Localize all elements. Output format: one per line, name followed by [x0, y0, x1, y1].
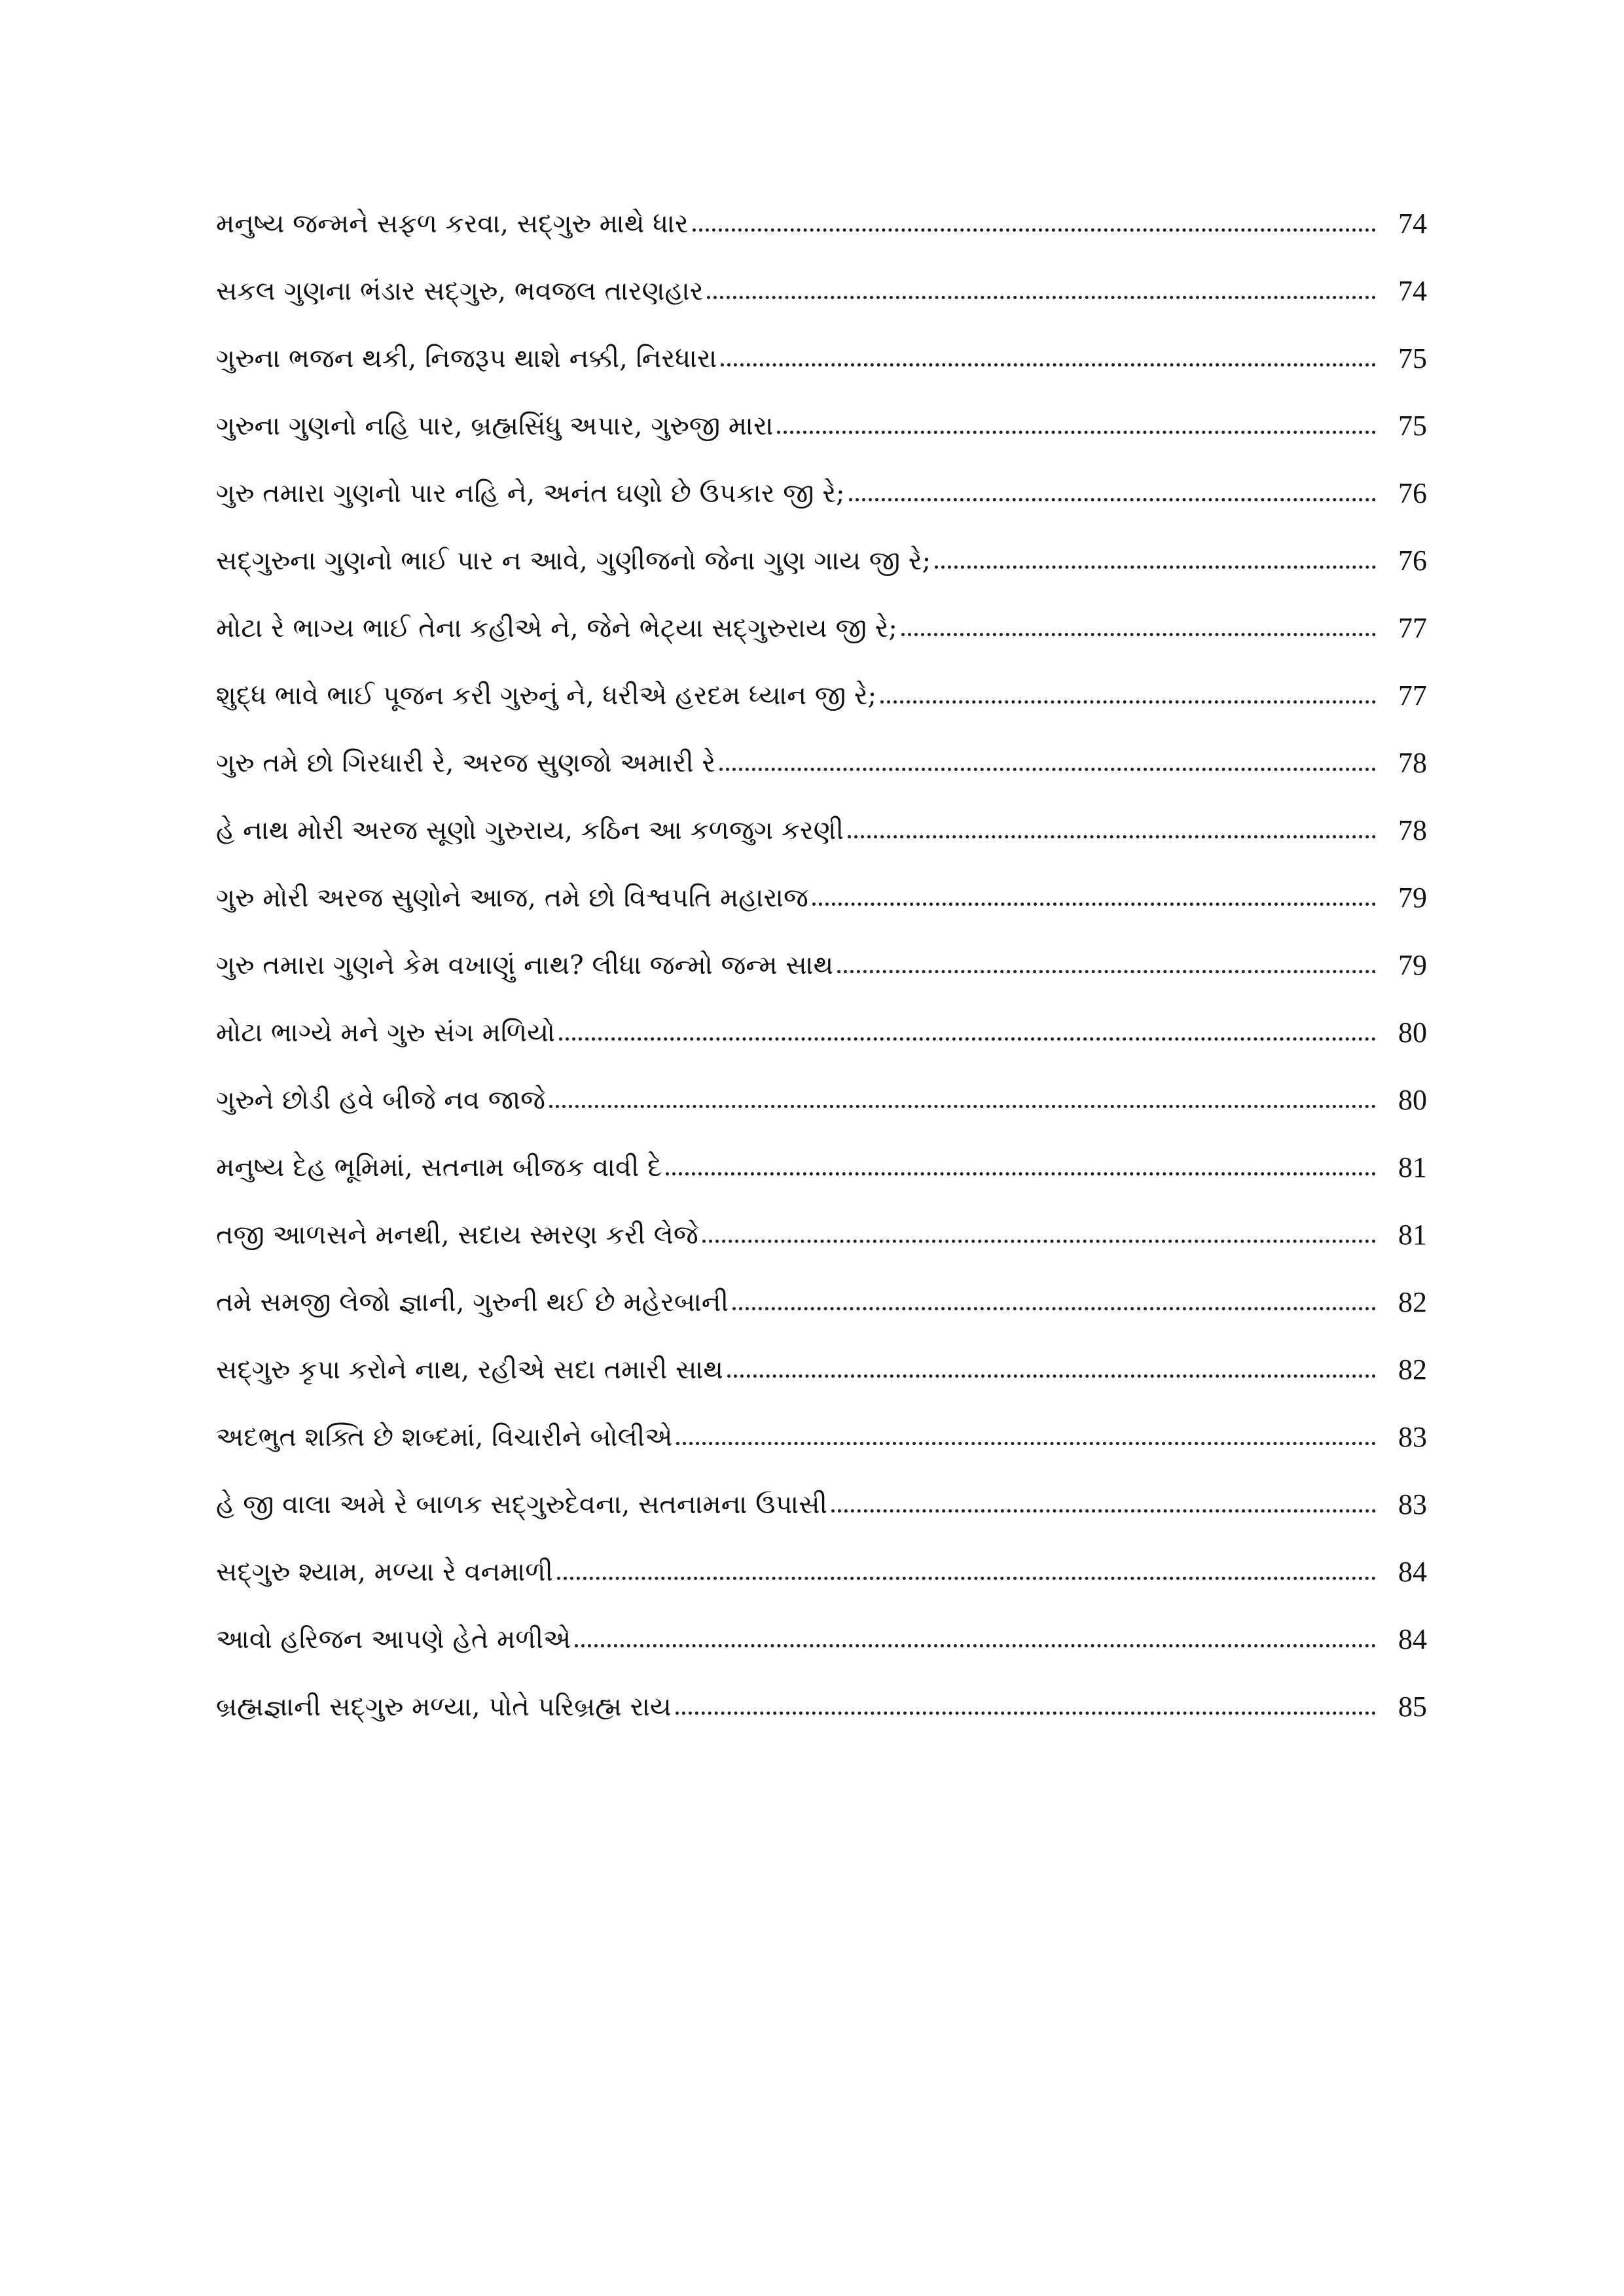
- toc-entry-title: સકલ ગુણના ભંડાર સદ્ગુરુ, ભવજલ તારણહાર: [216, 276, 704, 306]
- toc-entry-title: મોટા ભાગ્યે મને ગુરુ સંગ મળિયો: [216, 1018, 556, 1048]
- toc-entry-page-number: 83: [1398, 1488, 1427, 1520]
- dot-leader: [849, 498, 1377, 501]
- toc-entry[interactable]: [216, 861, 1427, 928]
- toc-entry-title: મનુષ્ય દેહ ભૂમિમાં, સતનામ બીજક વાવી દે: [216, 1153, 662, 1183]
- toc-entry[interactable]: [216, 524, 1427, 591]
- dot-leader: [901, 633, 1376, 636]
- toc-entry[interactable]: [216, 1198, 1427, 1265]
- toc-entry-title: ગુરુના ભજન થકી, નિજરૂપ થાશે નક્કી, નિરધારા: [216, 344, 717, 374]
- dot-leader: [880, 700, 1376, 704]
- toc-entry[interactable]: [216, 321, 1427, 389]
- toc-entry-title: ગુરુના ગુણનો નહિ પાર, બ્રહ્મસિંધુ અપાર, ગુરુજી મારા: [216, 411, 774, 441]
- toc-entry-page-number: 84: [1398, 1623, 1427, 1655]
- dot-leader: [549, 1105, 1376, 1108]
- dot-leader: [812, 903, 1376, 906]
- toc-entry-page-number: 76: [1398, 477, 1427, 509]
- toc-entry-title: અદભુત શક્તિ છે શબ્દમાં, વિચારીને બોલીએ: [216, 1422, 673, 1452]
- toc-entry-title: સદ્ગુરુના ગુણનો ભાઈ પાર ન આવે, ગુણીજનો જેના ગુણ ગાય જી રે;: [216, 546, 931, 576]
- toc-entry[interactable]: [216, 1400, 1427, 1467]
- dot-leader: [719, 768, 1376, 771]
- dot-leader: [837, 970, 1376, 973]
- toc-entry[interactable]: [216, 254, 1427, 321]
- toc-entry-page-number: 78: [1398, 814, 1427, 846]
- toc-entry-title: ગુરુ તમારા ગુણને કેમ વખાણું નાથ? લીધા જન્મો જન્મ સાથ: [216, 950, 834, 980]
- toc-entry-page-number: 76: [1398, 545, 1427, 577]
- toc-entry-title: ગુરુને છોડી હવે બીજે નવ જાજે: [216, 1085, 545, 1115]
- toc-entry-title: મનુષ્ય જન્મને સફળ કરવા, સદ્ગુરુ માથે ધાર: [216, 209, 689, 239]
- toc-entry[interactable]: [216, 1602, 1427, 1670]
- toc-entry-page-number: 74: [1398, 275, 1427, 307]
- toc-entry[interactable]: [216, 1670, 1427, 1737]
- toc-entry-title: ગુરુ તમે છો ગિરધારી રે, અરજ સુણજો અમારી રે: [216, 748, 716, 778]
- toc-entry[interactable]: [216, 591, 1427, 658]
- toc-entry-page-number: 78: [1398, 747, 1427, 779]
- dot-leader: [727, 1374, 1376, 1378]
- toc-entry-title: ગુરુ મોરી અરજ સુણોને આજ, તમે છો વિશ્વપતિ મહારાજ: [216, 883, 808, 913]
- dot-leader: [676, 1442, 1376, 1445]
- toc-entry[interactable]: [216, 658, 1427, 726]
- dot-leader: [693, 228, 1376, 232]
- toc-entry[interactable]: [216, 996, 1427, 1063]
- table-of-contents: [216, 187, 1427, 1737]
- toc-entry-page-number: 80: [1398, 1016, 1427, 1049]
- toc-entry[interactable]: [216, 456, 1427, 524]
- dot-leader: [777, 431, 1376, 434]
- toc-entry-page-number: 84: [1398, 1556, 1427, 1588]
- dot-leader: [676, 1712, 1376, 1715]
- dot-leader: [557, 1577, 1376, 1580]
- toc-entry-page-number: 79: [1398, 949, 1427, 981]
- dot-leader: [559, 1037, 1376, 1041]
- toc-entry[interactable]: [216, 187, 1427, 254]
- toc-entry-page-number: 85: [1398, 1691, 1427, 1723]
- toc-entry-title: હે જી વાલા અમે રે બાળક સદ્ગુરુદેવના, સતનામના ઉપાસી: [216, 1490, 827, 1520]
- dot-leader: [935, 565, 1376, 569]
- toc-entry-page-number: 83: [1398, 1421, 1427, 1453]
- toc-entry-page-number: 79: [1398, 882, 1427, 914]
- toc-entry-page-number: 80: [1398, 1084, 1427, 1116]
- toc-entry-title: આવો હરિજન આપણે હેતે મળીએ: [216, 1624, 571, 1655]
- toc-entry[interactable]: [216, 1265, 1427, 1333]
- toc-entry[interactable]: [216, 1535, 1427, 1602]
- toc-entry-page-number: 81: [1398, 1219, 1427, 1251]
- toc-entry-title: મોટા રે ભાગ્ય ભાઈ તેના કહીએ ને, જેને ભેટ્યા સદ્ગુરુરાય જી રે;: [216, 613, 897, 643]
- toc-entry-page-number: 74: [1398, 207, 1427, 240]
- toc-entry-page-number: 82: [1398, 1286, 1427, 1318]
- toc-entry-title: તજી આળસને મનથી, સદાય સ્મરણ કરી લેજે: [216, 1220, 698, 1250]
- toc-entry-title: શુદ્ધ ભાવે ભાઈ પૂજન કરી ગુરુનું ને, ધરીએ હરદમ ધ્યાન જી રે;: [216, 681, 877, 711]
- dot-leader: [732, 1307, 1376, 1310]
- toc-entry-title: સદ્ગુરુ કૃપા કરોને નાથ, રહીએ સદા તમારી સાથ: [216, 1355, 723, 1385]
- dot-leader: [721, 363, 1376, 367]
- toc-entry[interactable]: [216, 1063, 1427, 1130]
- toc-entry[interactable]: [216, 1130, 1427, 1198]
- toc-entry-page-number: 77: [1398, 679, 1427, 711]
- toc-entry-page-number: 81: [1398, 1151, 1427, 1183]
- toc-entry-page-number: 77: [1398, 612, 1427, 644]
- toc-entry[interactable]: [216, 1333, 1427, 1400]
- toc-entry[interactable]: [216, 1467, 1427, 1535]
- dot-leader: [666, 1172, 1376, 1175]
- dot-leader: [575, 1644, 1376, 1647]
- toc-entry[interactable]: [216, 389, 1427, 456]
- toc-entry-title: સદ્ગુરુ શ્યામ, મળ્યા રે વનમાળી: [216, 1557, 553, 1587]
- toc-entry-title: હે નાથ મોરી અરજ સૂણો ગુરુરાય, કઠિન આ કળજુગ કરણી: [216, 816, 844, 846]
- toc-entry-title: ગુરુ તમારા ગુણનો પાર નહિ ને, અનંત ઘણો છે ઉપકાર જી રે;: [216, 478, 845, 509]
- toc-entry-page-number: 82: [1398, 1354, 1427, 1386]
- toc-entry-page-number: 75: [1398, 410, 1427, 442]
- toc-entry-title: તમે સમજી લેજો જ્ઞાની, ગુરુની થઈ છે મહેરબાની: [216, 1287, 729, 1318]
- dot-leader: [707, 296, 1376, 299]
- dot-leader: [702, 1240, 1376, 1243]
- toc-entry[interactable]: [216, 726, 1427, 793]
- toc-entry-page-number: 75: [1398, 342, 1427, 374]
- toc-entry[interactable]: [216, 928, 1427, 996]
- dot-leader: [848, 835, 1376, 838]
- toc-entry[interactable]: [216, 793, 1427, 861]
- toc-entry-title: બ્રહ્મજ્ઞાની સદ્ગુરુ મળ્યા, પોતે પરિબ્રહ્મ રાય: [216, 1692, 672, 1722]
- dot-leader: [831, 1509, 1376, 1513]
